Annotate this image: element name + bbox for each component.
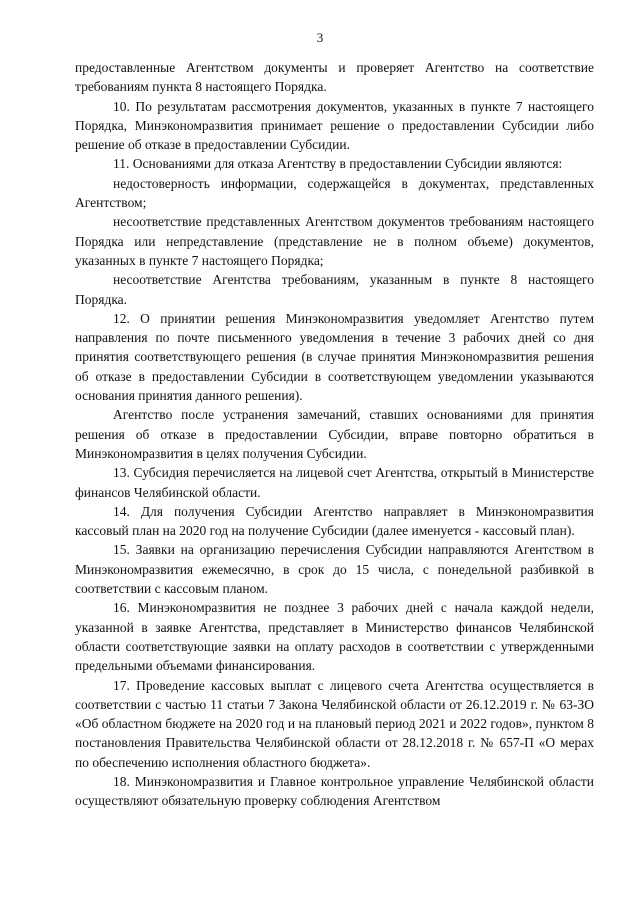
paragraph-reapply: Агентство после устранения замечаний, ставших основаниями для принятия решения об отказе в предоставлении Субсидии, вправе повторно обратиться в Минэкономразвития в целях получения Субсидии.	[75, 407, 594, 461]
paragraph-item-11: 11. Основаниями для отказа Агентству в предоставлении Субсидии являются:	[113, 156, 563, 172]
paragraph-item-14: 14. Для получения Субсидии Агентство направляет в Минэкономразвития кассовый план на 2020 год на получение Субсидии (далее именуется - кассовый план).	[75, 503, 594, 539]
paragraph-item-17: 17. Проведение кассовых выплат с лицевого счета Агентства осуществляется в соответствии с частью 11 статьи 7 Закона Челябинской области от 26.12.2019 г. № 63-ЗО «Об областном бюджете на 2020 год и на плановый период 2021 и 2022 годов», пунктом 8 постановления Правительства Челябинской области от 28.12.2018 г. № 657-П «О мерах по обеспечению исполнения областного бюджета».	[75, 677, 594, 770]
paragraph-reason-nonconforming-agency: несоответствие Агентства требованиям, указанным в пункте 8 настоящего Порядка.	[75, 272, 594, 307]
paragraph-item-13: 13. Субсидия перечисляется на лицевой счет Агентства, открытый в Министерстве финансов Челябинской области.	[75, 465, 594, 500]
page-number: 3	[316, 30, 324, 45]
paragraph-item-16: 16. Минэкономразвития не позднее 3 рабочих дней с начала каждой недели, указанной в заявке Агентства, представляет в Министерство финансов Челябинской области соответствующие заявки на оплату расходов в соответствии с утвержденными предельными объемами финансирования.	[75, 600, 594, 674]
document-body	[75, 58, 594, 811]
paragraph-item-18: 18. Минэкономразвития и Главное контрольное управление Челябинской области осуществляют обязательную проверку соблюдения Агентством	[75, 773, 594, 809]
paragraph-item-15: 15. Заявки на организацию перечисления Субсидии направляются Агентством в Минэкономразвития ежемесячно, в срок до 15 числа, с понедельной разбивкой в соответствии с кассовым планом.	[75, 542, 594, 597]
paragraph-item-12: 12. О принятии решения Минэкономразвития уведомляет Агентство путем направления по почте письменного уведомления в течение 3 рабочих дней со дня принятия соответствующего решения (в случае принятия Минэкономразвития решения об отказе в предоставлении Субсидии в соответствующем уведомлении указываются основания принятия данного решения).	[75, 310, 594, 404]
paragraph-reason-nonconforming-docs: несоответствие представленных Агентством документов требованиям настоящего Порядка или непредставление (представление не в полном объеме) документов, указанных в пункте 7 настоящего Порядка;	[75, 214, 594, 268]
paragraph-continuation: предоставленные Агентством документы и проверяет Агентство на соответствие требованиям пункта 8 настоящего Порядка.	[75, 60, 594, 95]
paragraph-item-10: 10. По результатам рассмотрения документов, указанных в пункте 7 настоящего Порядка, Минэкономразвития принимает решение о предоставлении Субсидии либо решение об отказе в предоставлении Субсидии.	[75, 98, 594, 153]
paragraph-reason-unreliable-info: недостоверность информации, содержащейся в документах, представленных Агентством;	[75, 175, 594, 211]
